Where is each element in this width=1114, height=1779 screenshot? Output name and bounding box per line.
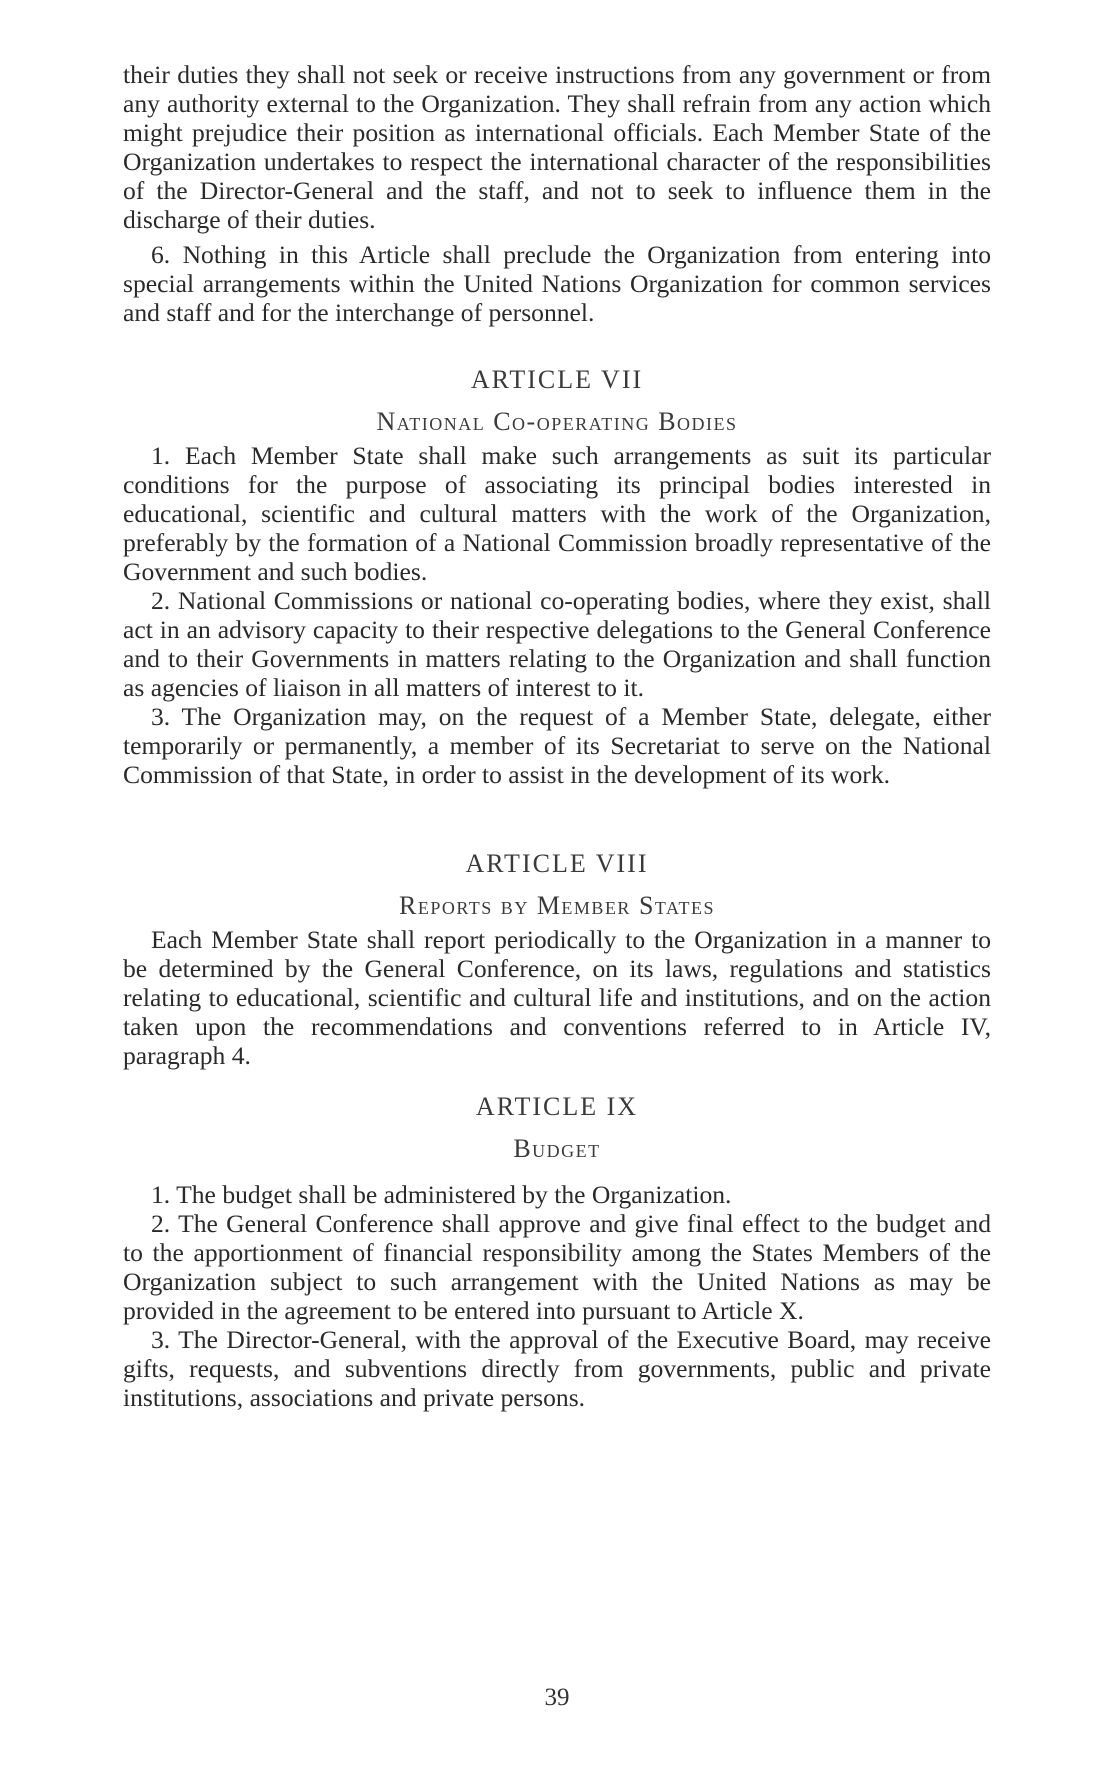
article-7-subtitle: National Co-operating Bodies (376, 407, 738, 436)
page-number: 39 (544, 1684, 570, 1711)
article-8-title: ARTICLE VIII (465, 849, 649, 878)
article-9-title: ARTICLE IX (475, 1092, 639, 1121)
article-8-subtitle: Reports by Member States (399, 891, 715, 920)
article-9-paragraph-3: 3. The Director-General, with the approval of the Executive Board, may receive gifts, requests, and subventions directly from governments, public and private institutions, associations and private persons. (123, 1325, 991, 1412)
article-9-paragraph-2: 2. The General Conference shall approve and give final effect to the budget and to the apportionment of financial responsibility among the States Members of the Organization subject to such arrangement with the United Nations as may be provided in the agreement to be entered into pursuant to Article X. (123, 1209, 991, 1325)
continued-paragraph: their duties they shall not seek or receive instructions from any government or from any authority external to the Organization. They shall refrain from any action which might prejudice their position as international officials. Each Member State of the Organization undertakes to respect the international character of the responsibilities of the Director-General and the staff, and not to seek to influence them in the discharge of their duties. (123, 60, 991, 234)
article-9-paragraph-1: 1. The budget shall be administered by the Organization. (151, 1180, 732, 1209)
document-page (123, 60, 991, 1412)
article-6-paragraph-6: 6. Nothing in this Article shall preclude the Organization from entering into special arrangements within the United Nations Organization for common services and staff and for the interchange of personnel. (123, 240, 991, 327)
article-7-title: ARTICLE VII (470, 365, 644, 394)
article-8-paragraph: Each Member State shall report periodically to the Organization in a manner to be determined by the General Conference, on its laws, regulations and statistics relating to educational, scientific and cultural life and institutions, and on the action taken upon the recommendations and conventions referred to in Article IV, paragraph 4. (123, 925, 991, 1070)
article-7-paragraph-1: 1. Each Member State shall make such arrangements as suit its particular conditions for the purpose of associating its principal bodies interested in educational, scientific and cultural matters with the work of the Organization, preferably by the formation of a National Commission broadly representative of the Government and such bodies. (123, 441, 991, 586)
article-7-paragraph-3: 3. The Organization may, on the request of a Member State, delegate, either temporarily or permanently, a member of its Secretariat to serve on the National Commission of that State, in order to assist in the development of its work. (123, 702, 991, 789)
article-9-subtitle: Budget (513, 1134, 601, 1163)
article-7-paragraph-2: 2. National Commissions or national co-operating bodies, where they exist, shall act in an advisory capacity to their respective delegations to the General Conference and to their Governments in matters relating to the Organization and shall function as agencies of liaison in all matters of interest to it. (123, 586, 991, 702)
